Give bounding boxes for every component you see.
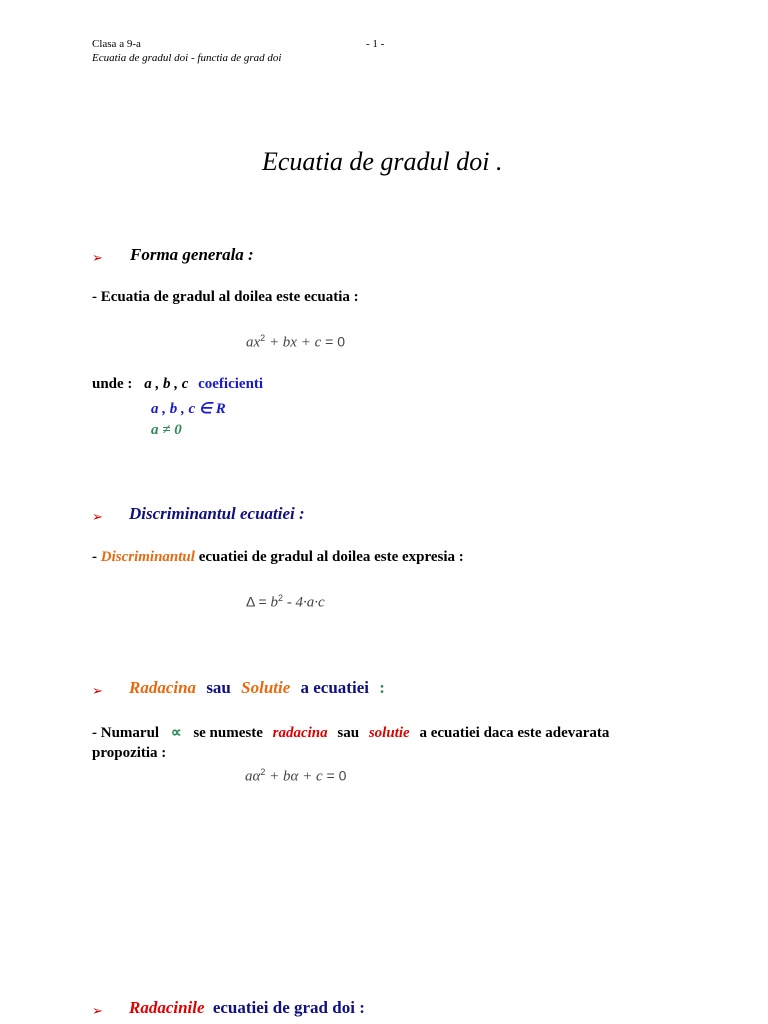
bullet-arrow-icon: ➢ [92,1003,103,1018]
section-heading-radacinile: Radacinile ecuatiei de grad doi : [129,998,365,1017]
bullet-arrow-icon: ➢ [92,509,103,524]
a-nonzero: a ≠ 0 [151,422,182,438]
page-number: - 1 - [366,38,385,50]
coef-domain: a , b , c ∈ R [151,401,226,417]
section-heading-discriminant: Discriminantul ecuatiei : [129,504,305,523]
radacina-definition: - Numarul ∝ se numeste radacina sau solutie a ecuatiei daca este adevarata [92,725,610,741]
bullet-arrow-icon: ➢ [92,250,103,265]
discriminant-definition: - Discriminantul ecuatiei de gradul al doilea este expresia : [92,549,464,565]
header-class: Clasa a 9-a [92,38,141,50]
section-heading-radacina: Radacina sau Solutie a ecuatiei : [129,678,385,697]
discriminant-formula: $\Delta = b^2 - 4\cdot a\cdot c$ [246,593,325,611]
bullet-arrow-icon: ➢ [92,683,103,698]
page-title: Ecuatia de gradul doi . [262,147,503,176]
section-heading-forma: Forma generala : [130,245,254,264]
forma-intro: - Ecuatia de gradul al doilea este ecuatia : [92,289,359,305]
root-equation: $a\alpha^2 + b\alpha + c = 0$ [245,767,347,785]
radacina-definition-line2: propozitia : [92,745,167,761]
header-subtitle: Ecuatia de gradul doi - functia de grad doi [92,52,282,64]
unde-line: unde : a , b , c coeficienti [92,376,264,392]
equation-general: $ax^2$ + bx + c = 0 [246,333,345,351]
